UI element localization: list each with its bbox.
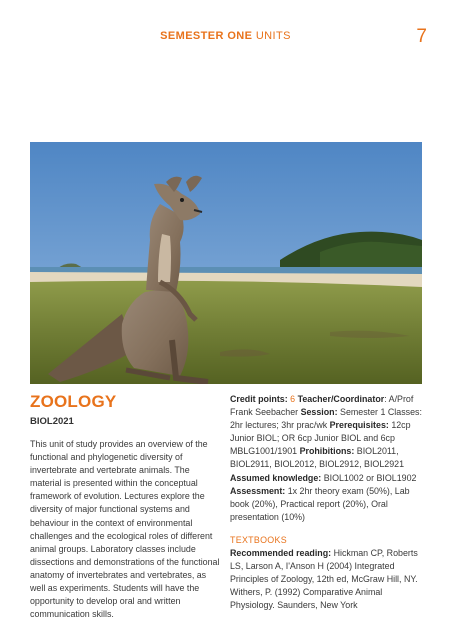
session-label: Session:	[300, 407, 338, 418]
section-header-rest: UNITS	[252, 30, 291, 42]
assumed-knowledge-value: BIOL1002 or BIOL1902	[323, 472, 417, 483]
section-header	[0, 30, 451, 42]
prerequisites-value: 12cp Junior BIOL; OR 6cp Junior BIOL and 6cp MBLG1001/1901	[230, 420, 411, 457]
kangaroo-photo	[30, 142, 422, 384]
recommended-reading-label: Recommended reading:	[230, 547, 332, 558]
credit-points-label: Credit points:	[230, 394, 288, 404]
unit-description-column	[30, 392, 220, 621]
prerequisites-label: Prerequisites:	[329, 420, 389, 431]
prohibitions-value: BIOL2011, BIOL2911, BIOL2012, BIOL2912, BIOL2921	[230, 446, 405, 470]
prohibitions-label: Prohibitions:	[299, 446, 355, 457]
unit-info-column	[230, 393, 426, 612]
page-number: 7	[416, 26, 427, 47]
assessment-value: 1x 2hr theory exam (50%), Lab book (20%), Practical report (20%), Oral presentation (10%)	[230, 485, 410, 522]
unit-description: This unit of study provides an overview of the functional and phylogenetic diversity of invertebrate and vertebrate animals. The material is presented within the conceptual framework of evolution. Lectures explore the diversity of major functional systems and behaviour in the context of environmental challenges and the ecological roles of different animal groups. Laboratory classes include dissections and demonstrations of the functional anatomy of invertebrates and vertebrates, as well as experiments. Students will have the opportunity to develop oral and written communication skills.	[30, 439, 220, 620]
section-header-bold: SEMESTER ONE	[160, 30, 253, 42]
textbooks-heading: TEXTBOOKS	[230, 534, 287, 545]
teacher-value: : A/Prof Frank Seebacher	[230, 394, 414, 418]
classes-label: Classes:	[387, 407, 422, 418]
kangaroo-photo-illustration	[30, 142, 422, 384]
unit-code: BIOL2021	[30, 416, 74, 427]
credit-points-value: 6	[290, 394, 296, 404]
unit-info	[230, 393, 426, 524]
textbooks-text	[230, 547, 426, 612]
session-value: Semester 1	[340, 407, 386, 418]
teacher-label: Teacher/Coordinator	[297, 394, 385, 404]
unit-title: ZOOLOGY	[30, 392, 117, 411]
assessment-label: Assessment:	[230, 485, 286, 496]
assumed-knowledge-label: Assumed knowledge:	[230, 472, 322, 483]
recommended-reading-value: Hickman CP, Roberts LS, Larson A, I'Anson H (2004) Integrated Principles of Zoology, 12th ed, McGraw Hill, NY. Withers, P. (1992) Comparative Animal Physiology. Saunders, New York	[230, 547, 418, 611]
classes-value: 2hr lectures; 3hr prac/wk	[230, 420, 328, 431]
